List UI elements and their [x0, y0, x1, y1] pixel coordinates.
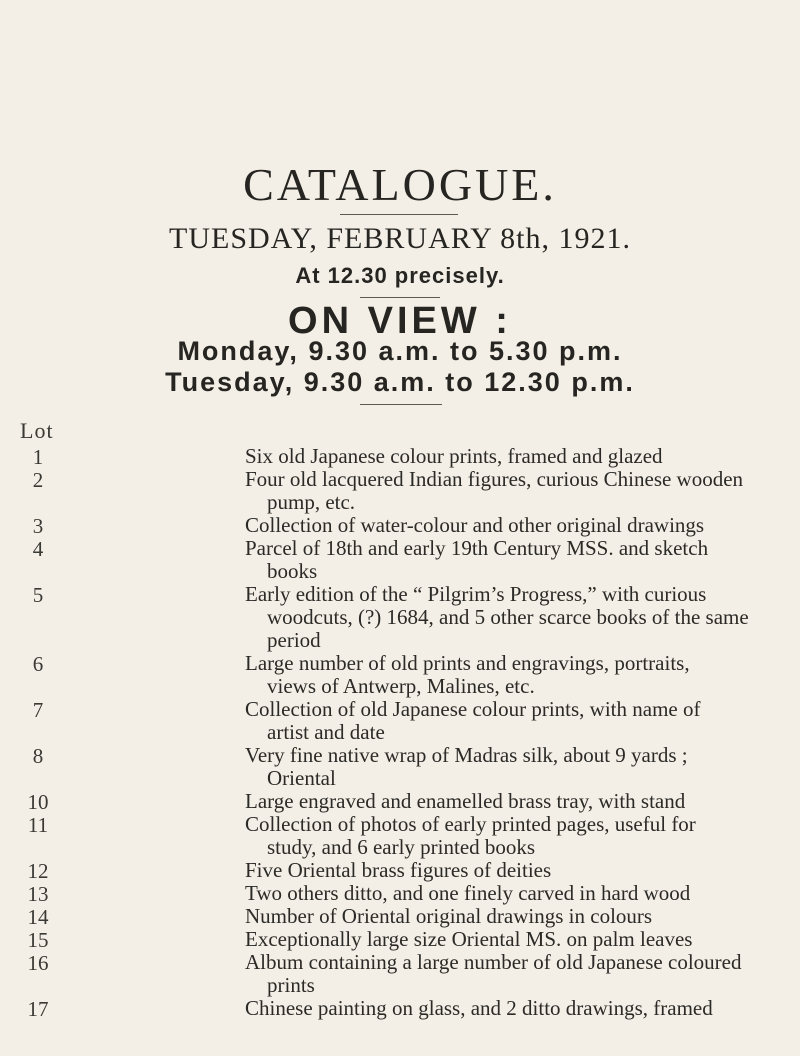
lot-number: 17 — [27, 997, 49, 1021]
lot-description-line: Four old lacquered Indian figures, curious Chinese wooden — [245, 467, 744, 491]
lot-description-line: study, and 6 early printed books — [267, 835, 536, 859]
lot-description — [245, 537, 780, 583]
lot-description — [245, 905, 780, 928]
lot-number: 15 — [27, 928, 49, 952]
lot-description-line: Large engraved and enamelled brass tray, with stand — [245, 789, 686, 813]
sale-time: At 12.30 precisely. — [295, 263, 505, 288]
lot-description — [245, 790, 780, 813]
lot-description — [245, 813, 780, 859]
lot-description-line: Large number of old prints and engravings, portraits, — [245, 651, 690, 675]
lot-number: 4 — [32, 537, 44, 561]
divider-rule — [360, 404, 442, 405]
lot-description-line: pump, etc. — [267, 490, 356, 514]
lot-description-line: Collection of water-colour and other original drawings — [245, 513, 705, 537]
lot-number: 12 — [27, 859, 49, 883]
lot-description-line: Exceptionally large size Oriental MS. on palm leaves — [245, 927, 693, 951]
lot-number: 11 — [27, 813, 49, 837]
lot-number: 7 — [32, 698, 44, 722]
lot-number: 1 — [32, 445, 44, 469]
lot-description-line: Number of Oriental original drawings in colours — [245, 904, 653, 928]
lot-description — [245, 468, 780, 514]
lot-description — [245, 997, 780, 1020]
lot-description — [245, 951, 780, 997]
lot-description — [245, 445, 780, 468]
divider-rule — [340, 214, 458, 215]
lot-description-line: woodcuts, (?) 1684, and 5 other scarce books of the same — [267, 605, 749, 629]
lot-description-line: Oriental — [267, 766, 336, 790]
catalogue-title: CATALOGUE. — [243, 159, 557, 210]
divider-rule — [360, 297, 440, 298]
lot-description-line: Chinese painting on glass, and 2 ditto drawings, framed — [245, 996, 713, 1020]
lot-description — [245, 859, 780, 882]
lot-description-line: Early edition of the “ Pilgrim’s Progress,” with curious — [245, 582, 707, 606]
lot-description-line: Five Oriental brass figures of deities — [245, 858, 552, 882]
lot-number: 6 — [32, 652, 44, 676]
lot-description — [245, 698, 780, 744]
lot-description-line: prints — [267, 973, 315, 997]
lot-description-line: Collection of old Japanese colour prints, with name of — [245, 697, 701, 721]
lot-description-line: Two others ditto, and one finely carved in hard wood — [245, 881, 691, 905]
lot-description-line: Album containing a large number of old Japanese coloured — [245, 950, 742, 974]
lot-description-line: Parcel of 18th and early 19th Century MSS. and sketch — [245, 536, 709, 560]
lot-description-line: artist and date — [267, 720, 385, 744]
lot-number: 10 — [27, 790, 49, 814]
lot-description-line: Collection of photos of early printed pages, useful for — [245, 812, 696, 836]
on-view-tuesday: Tuesday, 9.30 a.m. to 12.30 p.m. — [165, 367, 635, 397]
on-view-heading: ON VIEW : — [288, 300, 512, 342]
lot-description — [245, 514, 780, 537]
lot-description — [245, 744, 780, 790]
lot-number: 3 — [32, 514, 44, 538]
lot-number: 8 — [32, 744, 44, 768]
lot-description-line: Very fine native wrap of Madras silk, about 9 yards ; — [245, 743, 688, 767]
lot-description — [245, 882, 780, 905]
lot-column-heading: Lot — [20, 418, 54, 443]
lot-description — [245, 583, 780, 652]
lot-number: 16 — [27, 951, 49, 975]
lot-description-line: books — [267, 559, 318, 583]
lot-description-line: views of Antwerp, Malines, etc. — [267, 674, 535, 698]
lot-description-line: Six old Japanese colour prints, framed and glazed — [245, 444, 663, 468]
lot-description-line: period — [267, 628, 321, 652]
lot-description — [245, 652, 780, 698]
on-view-monday: Monday, 9.30 a.m. to 5.30 p.m. — [177, 336, 623, 366]
lot-number: 2 — [32, 468, 44, 492]
sale-date: TUESDAY, FEBRUARY 8th, 1921. — [169, 222, 631, 255]
lot-number: 5 — [32, 583, 44, 607]
lot-description — [245, 928, 780, 951]
lot-number: 14 — [27, 905, 49, 929]
lot-number: 13 — [27, 882, 49, 906]
